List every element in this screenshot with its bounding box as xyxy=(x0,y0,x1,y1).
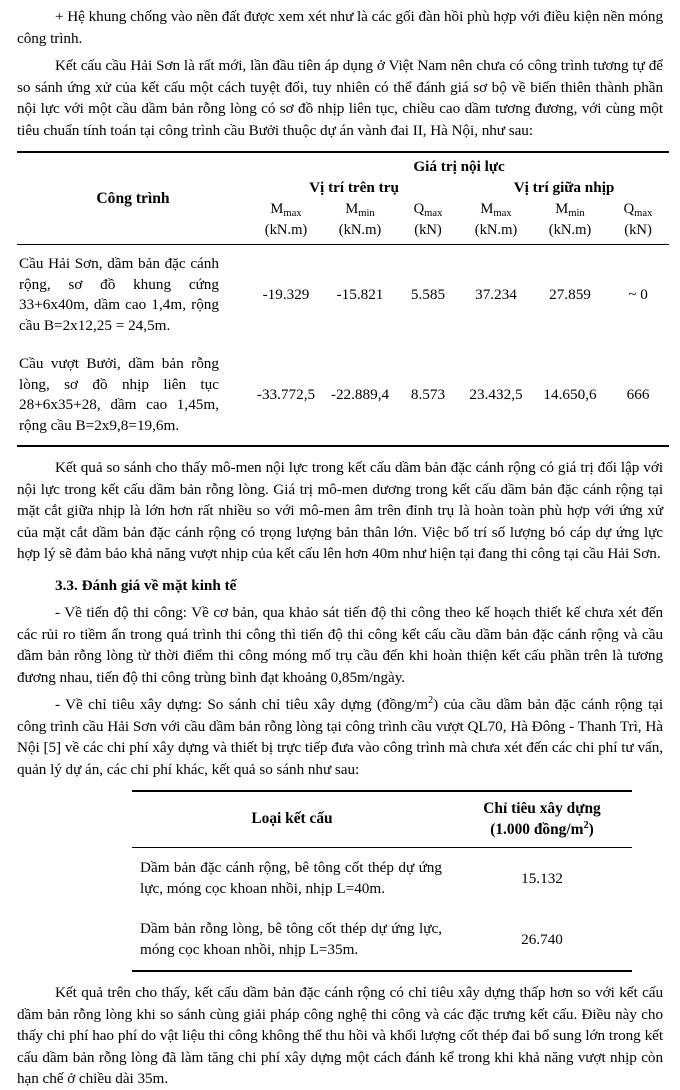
symbol-text: Q xyxy=(623,201,635,217)
unit-text: (kN) xyxy=(414,221,442,238)
header-cell-structure: Công trình xyxy=(96,189,170,207)
symbol-subscript: max xyxy=(424,208,443,219)
symbol-subscript: max xyxy=(283,208,302,219)
cell-value: 37.234 xyxy=(475,286,517,303)
table-row xyxy=(17,245,669,346)
header-cell-midspan-qmax xyxy=(607,200,669,245)
structure-name-text-cont: cầu B=2x12,25 = 24,5m. xyxy=(19,316,171,334)
symbol-text: M xyxy=(480,201,494,217)
cell-value: 27.859 xyxy=(549,286,591,303)
header-cell-internal-force-group: Giá trị nội lực xyxy=(413,158,505,175)
header-cell-at-pier: Vị trí trên trụ xyxy=(309,179,399,196)
cell-value: -15.821 xyxy=(336,286,384,303)
paragraph-3: Kết quả so sánh cho thấy mô-men nội lực trong kết cấu dầm bản đặc cánh rộng có giá trị đối lập với nội lực trong kết cấu dầm bản rỗng lòng. Giá trị mô-men dương trong kết cấu dầm bản đặc cánh rộng tại mặt cắt giữa nhịp là lớn hơn rất nhiều so với mô-men âm trên đỉnh trụ là hoàn toàn phù hợp với ứng xử của mặt cắt dầm bản đặc cánh rộng có trọng lượng bản thân lớn. Việc bố trí số lượng bó cáp dự ứng lực hợp lý sẽ đảm bảo khả năng vượt nhịp của kết cấu lên hơn 40m như hiện tại đang thi công tại cầu Hải Sơn. xyxy=(17,459,663,562)
cell-structure-type: Dầm bản rỗng lòng, bê tông cốt thép dự ứng lực, móng cọc khoan nhồi, nhịp L=35m. xyxy=(140,920,442,958)
paragraph-5 xyxy=(17,694,663,780)
cell-value: 14.650,6 xyxy=(543,386,597,403)
cell-value: 666 xyxy=(626,386,650,403)
cell-cost-value: 26.740 xyxy=(521,930,563,948)
spacer xyxy=(17,447,663,457)
paragraph-5-part2: ) của cầu dầm bản đặc cánh rộng tại công trình cầu Hải Sơn với cầu dầm bản rỗng lòng tại công trình cầu vượt QL70, Hà Đông - Thanh Trì, Hà Nội [5] về các chi phí xây dựng và thiết bị trực tiếp đưa vào công trình mà chưa xét đến các chi phí tư vấn, quản lý dự án, các chi phí khác, kết quả so sánh như sau: xyxy=(17,696,663,778)
cost-index-unit-prefix: (1.000 đồng/m xyxy=(490,820,584,838)
unit-text: (kN.m) xyxy=(474,221,518,238)
header-cell-structure-type: Loại kết cấu xyxy=(251,810,333,828)
cell-value: -33.772,5 xyxy=(256,386,316,403)
symbol-subscript: min xyxy=(568,208,585,219)
paragraph-2: Kết cấu cầu Hải Sơn là rất mới, lần đầu tiên áp dụng ở Việt Nam nên chưa có công trình tương tự để so sánh ứng xử của kết cấu một cách tuyệt đối, tuy nhiên có thể đánh giá sơ bộ về biến thiên thành phần nội lực với một cầu dầm bản rỗng lòng có sơ đồ nhịp liên tục, chiều cao dầm tương đương, với cùng một tiêu chuẩn tính toán tại công trình cầu Bưởi thuộc dự án vành đai II, Hà Nội, như sau: xyxy=(17,57,663,139)
spacer xyxy=(17,141,663,151)
header-cell-pier-mmax xyxy=(249,200,323,245)
section-heading-3-3: 3.3. Đánh giá về mặt kinh tế xyxy=(55,576,237,594)
cell-structure-name xyxy=(17,245,249,346)
table-header-group-row xyxy=(17,152,669,178)
paragraph-6: Kết quả trên cho thấy, kết cấu dầm bản đặc cánh rộng có chỉ tiêu xây dựng thấp hơn so với kết cấu dầm bản rỗng lòng khi so sánh cùng giải pháp công nghệ thi công và các đặc trưng kết cấu. Điều này cho thấy chi phí hao phí do vật liệu thi công không thể thu hồi và khối lượng cốt thép đai bổ sung lớn trong kết cấu dầm bản rỗng lòng đã làm tăng chi phí xây dựng một cách đánh kể trong khi khả năng vượt nhịp còn hạn chế ở chiều dài 35m. xyxy=(17,984,663,1087)
header-cell-cost-index xyxy=(452,791,632,848)
spacer xyxy=(17,780,663,790)
structure-name-text-cont: rộng cầu B=2x9,8=19,6m. xyxy=(19,416,180,434)
cell-structure-name xyxy=(17,345,249,446)
structure-name-text: Cầu Hải Sơn, dầm bản đặc cánh rộng, sơ đồ khung cứng 33+6x40m, dầm cao 1,4m, rộng xyxy=(19,255,219,313)
paragraph-4: - Về tiến độ thi công: Về cơ bản, qua khảo sát tiến độ thi công theo kế hoạch thiết kế chưa xét đến các rủi ro tiềm ẩn trong quá trình thi công thì tiến độ thi công kết cấu cầu dầm bản đặc cánh rộng và cầu dầm bản rỗng lòng từ thời điểm thi công móng mố trụ cầu đến khi hoàn thiện kết cấu phần trên là tương đương nhau, tiến độ thi công trùng bình đạt khoảng 0,85m/ngày. xyxy=(17,604,663,686)
cell-structure-type: Dầm bản đặc cánh rộng, bê tông cốt thép dự ứng lực, móng cọc khoan nhồi, nhịp L=40m. xyxy=(140,859,442,897)
table-internal-forces xyxy=(17,151,669,447)
symbol-subscript: max xyxy=(493,208,512,219)
superscript-square: 2 xyxy=(428,694,434,706)
symbol-subscript: min xyxy=(358,208,375,219)
cell-value: ~ 0 xyxy=(628,286,648,303)
cell-value: 5.585 xyxy=(410,286,446,303)
spacer xyxy=(17,972,663,982)
spacer xyxy=(17,565,663,575)
unit-text: (kN) xyxy=(624,221,652,238)
cell-value: 8.573 xyxy=(410,386,446,403)
header-cell-pier-qmax xyxy=(397,200,459,245)
unit-text: (kN.m) xyxy=(548,221,592,238)
unit-text: (kN.m) xyxy=(264,221,308,238)
symbol-text: M xyxy=(555,201,569,217)
table-row xyxy=(17,345,669,446)
superscript-square: 2 xyxy=(583,819,589,831)
symbol-text: M xyxy=(345,201,359,217)
cell-value: -22.889,4 xyxy=(330,386,390,403)
cell-value: 23.432,5 xyxy=(469,386,523,403)
table-row xyxy=(132,909,632,971)
table-cost-index xyxy=(132,790,632,972)
table-row xyxy=(132,848,632,910)
table-cost-index-wrapper xyxy=(132,790,632,972)
paragraph-5-part1: - Về chỉ tiêu xây dựng: So sánh chỉ tiêu xây dựng (đồng/m xyxy=(55,696,429,713)
cost-index-label: Chỉ tiêu xây dựng xyxy=(483,800,601,817)
symbol-text: M xyxy=(270,201,284,217)
header-cell-pier-mmin xyxy=(323,200,397,245)
structure-name-text: Cầu vượt Bưởi, dầm bản rỗng lòng, sơ đồ nhịp liên tục 28+6x35+28, dầm cao 1,45m, xyxy=(19,355,219,413)
cell-value: -19.329 xyxy=(262,286,310,303)
header-cell-at-midspan: Vị trí giữa nhịp xyxy=(513,179,615,196)
paragraph-1: + Hệ khung chống vào nền đất được xem xét như là các gối đàn hồi phù hợp với điều kiện nền móng công trình. xyxy=(17,8,663,47)
header-cell-midspan-mmax xyxy=(459,200,533,245)
symbol-subscript: max xyxy=(634,208,653,219)
table-header-row xyxy=(132,791,632,848)
cost-index-unit-suffix: ) xyxy=(588,820,594,838)
unit-text: (kN.m) xyxy=(338,221,382,238)
cell-cost-value: 15.132 xyxy=(521,869,563,887)
header-cell-midspan-mmin xyxy=(533,200,607,245)
symbol-text: Q xyxy=(413,201,425,217)
